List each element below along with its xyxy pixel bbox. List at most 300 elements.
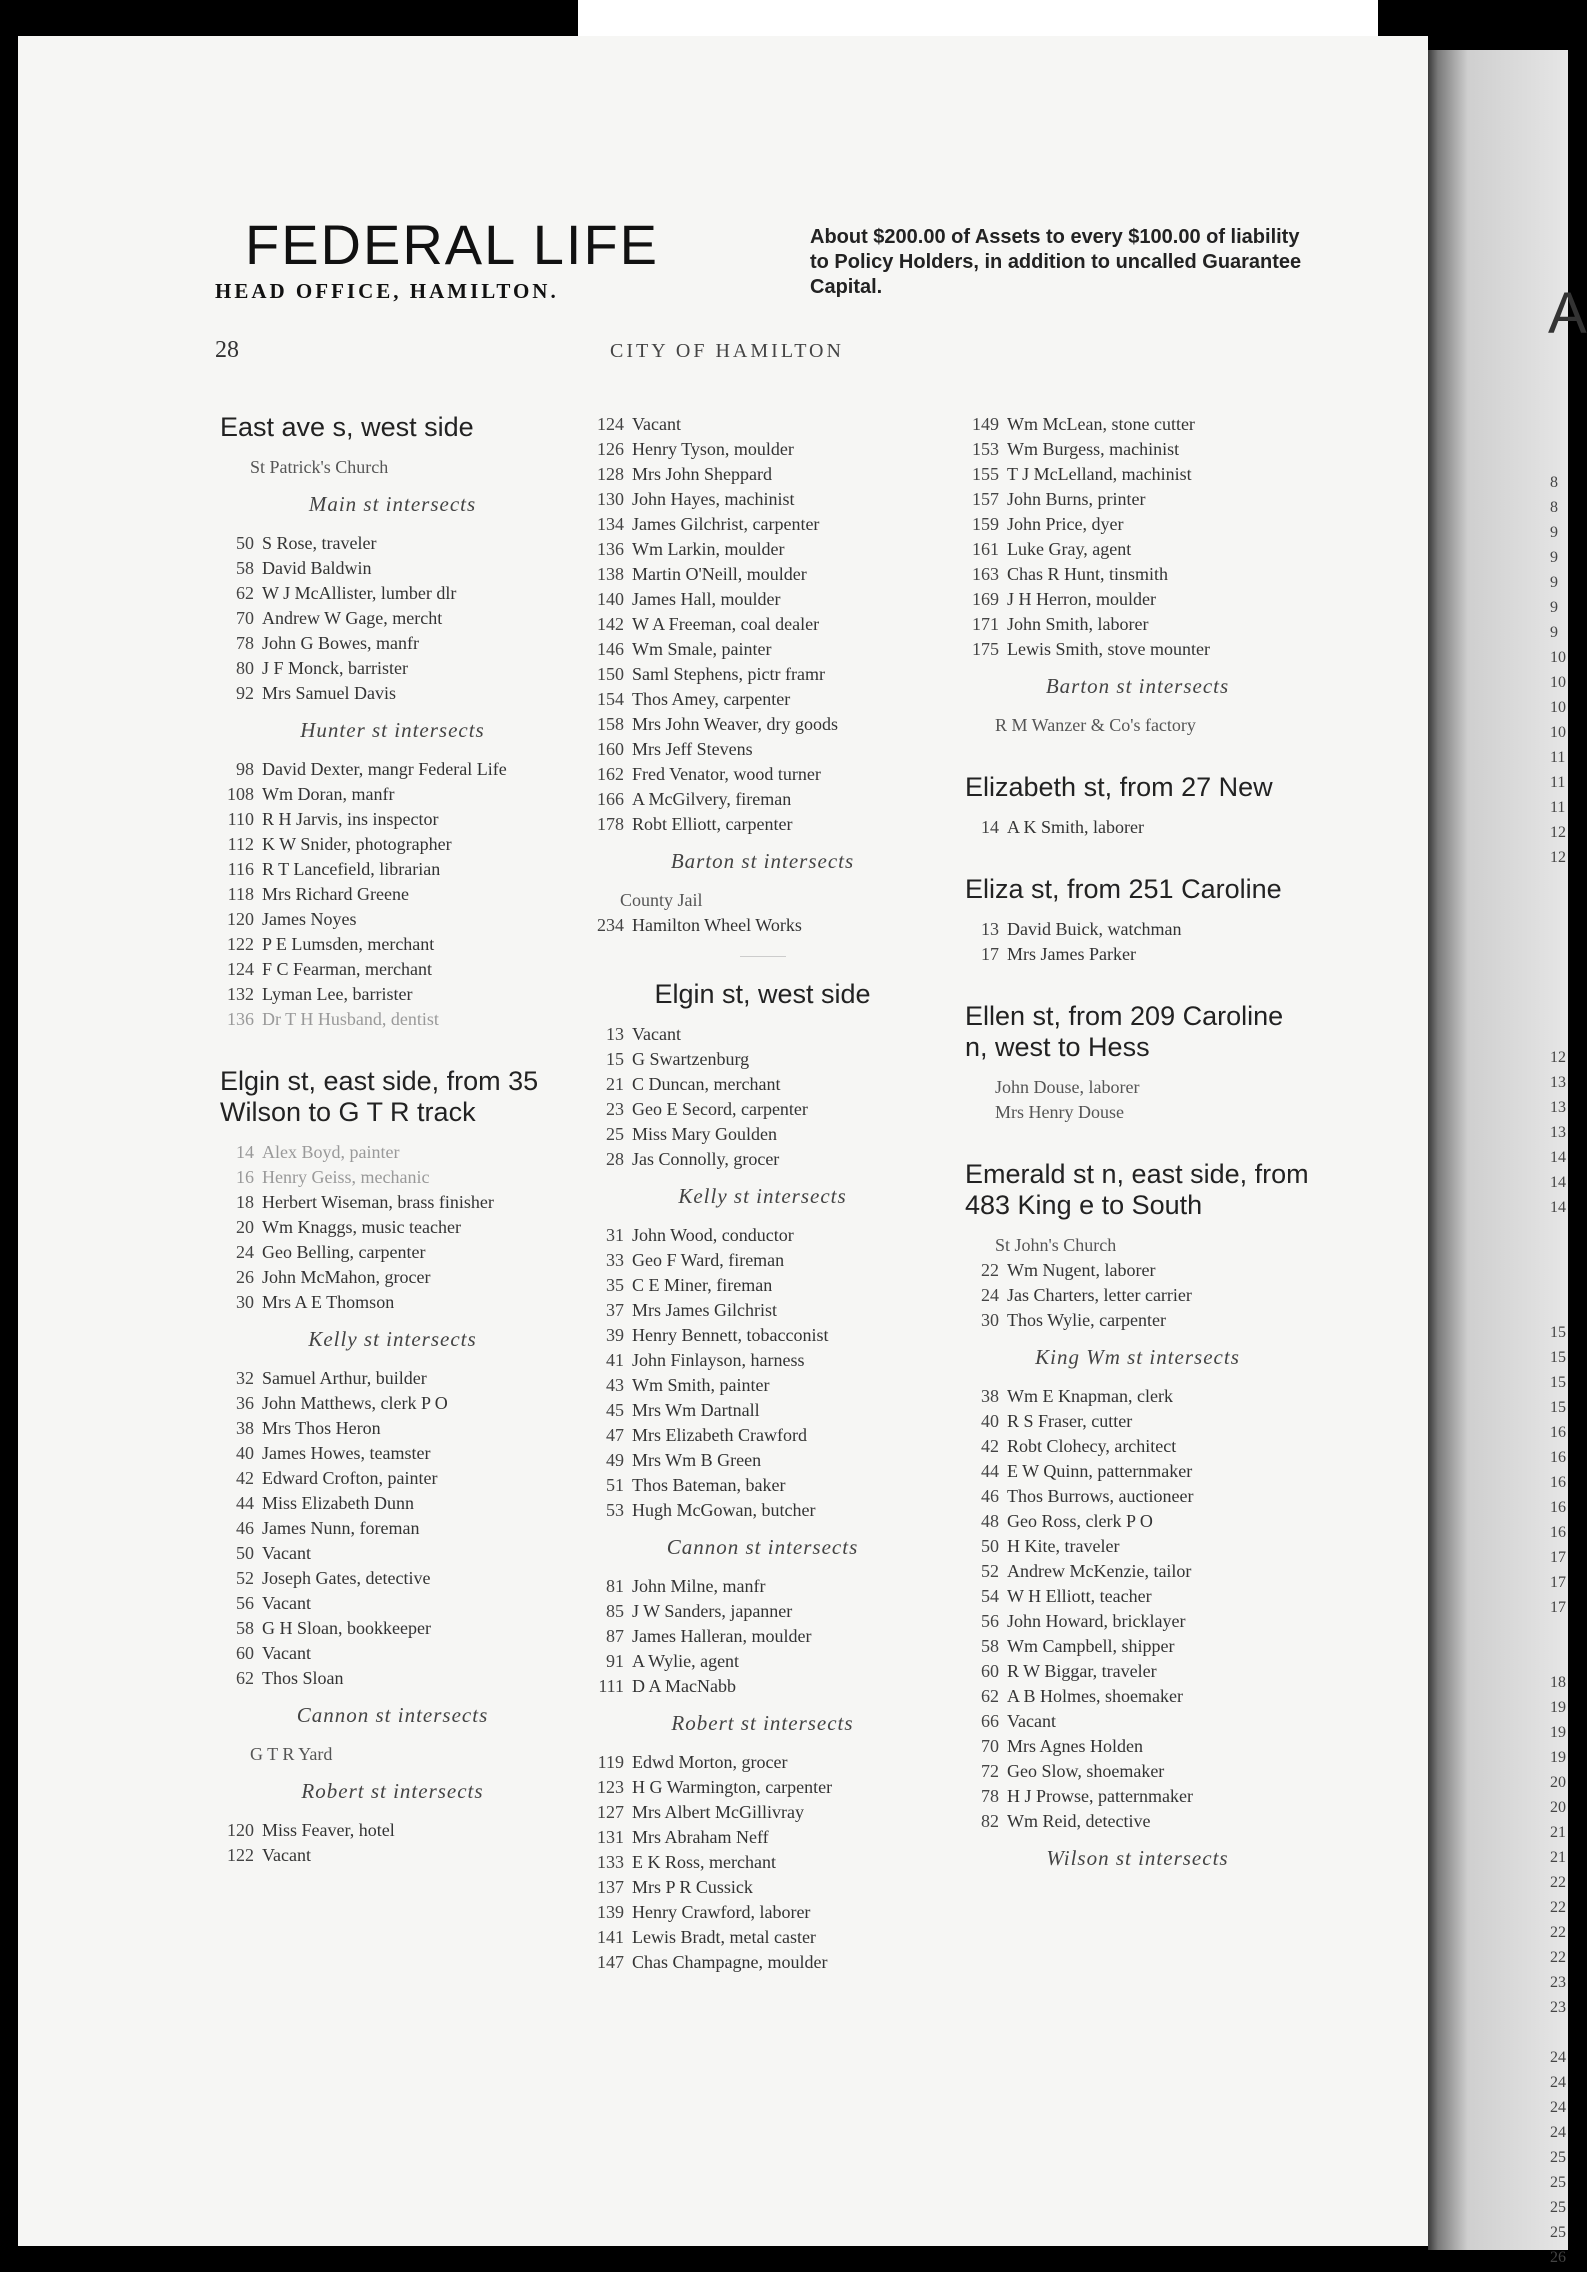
directory-entry bbox=[590, 612, 935, 637]
directory-entry bbox=[590, 1147, 935, 1172]
entry-list bbox=[590, 412, 935, 837]
directory-entry bbox=[590, 1072, 935, 1097]
house-number: 26 bbox=[236, 1267, 254, 1287]
house-number: 124 bbox=[227, 959, 254, 979]
resident-name: Chas Champagne, moulder bbox=[632, 1952, 828, 1972]
entry-list bbox=[220, 1140, 565, 1315]
facing-page-number: 13 bbox=[1550, 1124, 1566, 1141]
intersection-label: Kelly st intersects bbox=[678, 1184, 847, 1208]
resident-name: Andrew McKenzie, tailor bbox=[1007, 1561, 1192, 1581]
directory-entry bbox=[590, 1950, 935, 1975]
resident-name: Joseph Gates, detective bbox=[262, 1568, 431, 1588]
directory-entry bbox=[965, 587, 1310, 612]
resident-name: John Price, dyer bbox=[1007, 514, 1124, 534]
directory-entry bbox=[220, 1140, 565, 1165]
house-number: 171 bbox=[972, 614, 999, 634]
street-note: G T R Yard bbox=[250, 1744, 333, 1764]
resident-name: A B Holmes, shoemaker bbox=[1007, 1686, 1183, 1706]
facing-page-number: 9 bbox=[1550, 599, 1558, 616]
directory-entry bbox=[220, 1240, 565, 1265]
directory-entry bbox=[590, 1498, 935, 1523]
house-number: 24 bbox=[236, 1242, 254, 1262]
directory-entry bbox=[220, 857, 565, 882]
facing-page-number: 8 bbox=[1550, 474, 1558, 491]
house-number: 178 bbox=[597, 814, 624, 834]
house-number: 33 bbox=[606, 1250, 624, 1270]
facing-page-number bbox=[1550, 970, 1566, 995]
directory-entry bbox=[965, 815, 1310, 840]
resident-name: Geo E Secord, carpenter bbox=[632, 1099, 808, 1119]
directory-entry bbox=[590, 1373, 935, 1398]
house-number: 134 bbox=[597, 514, 624, 534]
resident-name: Henry Geiss, mechanic bbox=[262, 1167, 430, 1187]
directory-entry bbox=[220, 656, 565, 681]
resident-name: James Hall, moulder bbox=[632, 589, 781, 609]
running-head: CITY OF HAMILTON bbox=[610, 340, 844, 362]
house-number: 157 bbox=[972, 489, 999, 509]
directory-entry bbox=[220, 1215, 565, 1240]
directory-entry bbox=[590, 1248, 935, 1273]
house-number: 58 bbox=[236, 1618, 254, 1638]
resident-name: Mrs Elizabeth Crawford bbox=[632, 1425, 807, 1445]
facing-page-number: 10 bbox=[1550, 699, 1566, 716]
directory-entry bbox=[965, 1734, 1310, 1759]
scan-top-strip bbox=[578, 0, 1378, 36]
resident-name: Thos Wylie, carpenter bbox=[1007, 1310, 1167, 1330]
house-number: 234 bbox=[597, 915, 624, 935]
street-heading: Elizabeth st, from 27 New bbox=[965, 772, 1273, 802]
facing-page-number: 10 bbox=[1550, 649, 1566, 666]
directory-entry bbox=[965, 537, 1310, 562]
house-number: 136 bbox=[227, 1009, 254, 1029]
resident-name: Herbert Wiseman, brass finisher bbox=[262, 1192, 494, 1212]
entry-list bbox=[220, 1366, 565, 1691]
resident-name: Lyman Lee, barrister bbox=[262, 984, 413, 1004]
facing-page-number: 9 bbox=[1550, 574, 1558, 591]
resident-name: John G Bowes, manfr bbox=[262, 633, 419, 653]
house-number: 123 bbox=[597, 1777, 624, 1797]
resident-name: Hugh McGowan, butcher bbox=[632, 1500, 816, 1520]
directory-entry bbox=[220, 1818, 565, 1843]
resident-name: Mrs Wm Dartnall bbox=[632, 1400, 760, 1420]
entry-list bbox=[965, 917, 1310, 967]
directory-entry bbox=[220, 832, 565, 857]
street-note: County Jail bbox=[620, 890, 703, 910]
directory-entry bbox=[590, 1900, 935, 1925]
facing-page-number: 17 bbox=[1550, 1574, 1566, 1591]
resident-name: James Halleran, moulder bbox=[632, 1626, 812, 1646]
street-heading: Eliza st, from 251 Caroline bbox=[965, 874, 1282, 904]
resident-name: Edwd Morton, grocer bbox=[632, 1752, 788, 1772]
directory-entry bbox=[965, 1484, 1310, 1509]
directory-entry bbox=[220, 757, 565, 782]
directory-entry bbox=[965, 942, 1310, 967]
facing-page-number: 11 bbox=[1550, 774, 1566, 791]
facing-page-numbers bbox=[1550, 470, 1566, 2270]
resident-name: Jas Connolly, grocer bbox=[632, 1149, 780, 1169]
section-gap bbox=[965, 967, 1310, 1001]
street-note: John Douse, laborer bbox=[995, 1077, 1140, 1097]
intersection-label: Barton st intersects bbox=[1045, 674, 1230, 698]
facing-page-letter: A bbox=[1548, 281, 1587, 346]
directory-entry bbox=[220, 1265, 565, 1290]
facing-page-number: 11 bbox=[1550, 749, 1566, 766]
resident-name: Vacant bbox=[632, 1024, 681, 1044]
directory-entry bbox=[965, 1784, 1310, 1809]
resident-name: Vacant bbox=[632, 414, 681, 434]
facing-page-number: 10 bbox=[1550, 674, 1566, 691]
directory-entry bbox=[220, 1641, 565, 1666]
facing-page-number: 18 bbox=[1550, 1674, 1566, 1691]
directory-entry bbox=[220, 1366, 565, 1391]
house-number: 92 bbox=[236, 683, 254, 703]
house-number: 18 bbox=[236, 1192, 254, 1212]
resident-name: John Howard, bricklayer bbox=[1007, 1611, 1186, 1631]
house-number: 153 bbox=[972, 439, 999, 459]
resident-name: Vacant bbox=[262, 1845, 311, 1865]
house-number: 140 bbox=[597, 589, 624, 609]
house-number: 155 bbox=[972, 464, 999, 484]
directory-entry bbox=[965, 1709, 1310, 1734]
resident-name: W A Freeman, coal dealer bbox=[632, 614, 820, 634]
directory-entry bbox=[590, 1850, 935, 1875]
facing-page-number: 10 bbox=[1550, 724, 1566, 741]
facing-page-number bbox=[1550, 1270, 1566, 1295]
facing-page-number: 16 bbox=[1550, 1449, 1566, 1466]
resident-name: Geo F Ward, fireman bbox=[632, 1250, 785, 1270]
house-number: 40 bbox=[236, 1443, 254, 1463]
house-number: 13 bbox=[606, 1024, 624, 1044]
facing-page-number bbox=[1550, 1645, 1566, 1670]
column-2 bbox=[590, 412, 935, 1975]
directory-entry bbox=[590, 662, 935, 687]
house-number: 14 bbox=[236, 1142, 254, 1162]
advert-title: FEDERAL LIFE bbox=[245, 213, 660, 276]
house-number: 56 bbox=[981, 1611, 999, 1631]
house-number: 141 bbox=[597, 1927, 624, 1947]
resident-name: Thos Sloan bbox=[262, 1668, 344, 1688]
directory-entry bbox=[220, 1416, 565, 1441]
house-number: 56 bbox=[236, 1593, 254, 1613]
facing-page-number bbox=[1550, 1245, 1566, 1270]
intersection-label: Main st intersects bbox=[308, 492, 477, 516]
resident-name: Andrew W Gage, mercht bbox=[262, 608, 443, 628]
intersection-label: Robert st intersects bbox=[301, 1779, 484, 1803]
house-number: 119 bbox=[597, 1752, 624, 1772]
house-number: 38 bbox=[981, 1386, 999, 1406]
directory-entry bbox=[590, 687, 935, 712]
resident-name: Chas R Hunt, tinsmith bbox=[1007, 564, 1169, 584]
house-number: 149 bbox=[972, 414, 999, 434]
house-number: 132 bbox=[227, 984, 254, 1004]
directory-entry bbox=[965, 1308, 1310, 1333]
resident-name: John McMahon, grocer bbox=[262, 1267, 431, 1287]
house-number: 120 bbox=[227, 909, 254, 929]
house-number: 112 bbox=[227, 834, 254, 854]
resident-name: K W Snider, photographer bbox=[262, 834, 452, 854]
directory-entry bbox=[590, 1674, 935, 1699]
facing-page-number bbox=[1550, 995, 1566, 1020]
facing-page-number: 21 bbox=[1550, 1824, 1566, 1841]
resident-name: Vacant bbox=[262, 1643, 311, 1663]
resident-name: Geo Slow, shoemaker bbox=[1007, 1761, 1165, 1781]
facing-page-number: 12 bbox=[1550, 824, 1566, 841]
house-number: 39 bbox=[606, 1325, 624, 1345]
directory-entry bbox=[965, 1384, 1310, 1409]
house-number: 50 bbox=[236, 533, 254, 553]
directory-entry bbox=[220, 1591, 565, 1616]
house-number: 87 bbox=[606, 1626, 624, 1646]
resident-name: Samuel Arthur, builder bbox=[262, 1368, 427, 1388]
house-number: 32 bbox=[236, 1368, 254, 1388]
resident-name: Henry Tyson, moulder bbox=[632, 439, 794, 459]
resident-name: Hamilton Wheel Works bbox=[632, 915, 802, 935]
facing-page-number: 24 bbox=[1550, 2074, 1566, 2091]
facing-page-number: 23 bbox=[1550, 1999, 1566, 2016]
directory-entry bbox=[965, 437, 1310, 462]
resident-name: R S Fraser, cutter bbox=[1007, 1411, 1133, 1431]
directory-entry bbox=[220, 606, 565, 631]
house-number: 108 bbox=[227, 784, 254, 804]
house-number: 41 bbox=[606, 1350, 624, 1370]
house-number: 161 bbox=[972, 539, 999, 559]
facing-page-number: 15 bbox=[1550, 1374, 1566, 1391]
facing-page-number: 25 bbox=[1550, 2199, 1566, 2216]
resident-name: James Gilchrist, carpenter bbox=[632, 514, 820, 534]
directory-entry bbox=[590, 762, 935, 787]
house-number: 52 bbox=[981, 1561, 999, 1581]
resident-name: Mrs James Parker bbox=[1007, 944, 1136, 964]
entry-list bbox=[965, 1384, 1310, 1834]
resident-name: John Smith, laborer bbox=[1007, 614, 1149, 634]
section-gap bbox=[965, 840, 1310, 874]
facing-page-number: 22 bbox=[1550, 1949, 1566, 1966]
house-number: 51 bbox=[606, 1475, 624, 1495]
facing-page-number: 17 bbox=[1550, 1549, 1566, 1566]
house-number: 31 bbox=[606, 1225, 624, 1245]
intersection-label: Wilson st intersects bbox=[1046, 1846, 1229, 1870]
facing-page-number: 20 bbox=[1550, 1774, 1566, 1791]
street-note: St John's Church bbox=[995, 1235, 1117, 1255]
directory-entry bbox=[590, 1825, 935, 1850]
entry-list bbox=[590, 913, 935, 938]
resident-name: Dr T H Husband, dentist bbox=[262, 1009, 439, 1029]
directory-entry bbox=[220, 782, 565, 807]
intersection-label: Kelly st intersects bbox=[308, 1327, 477, 1351]
directory-entry bbox=[220, 957, 565, 982]
directory-entry bbox=[590, 1047, 935, 1072]
facing-page-number: 19 bbox=[1550, 1749, 1566, 1766]
house-number: 38 bbox=[236, 1418, 254, 1438]
resident-name: John Wood, conductor bbox=[632, 1225, 794, 1245]
resident-name: Wm Doran, manfr bbox=[262, 784, 395, 804]
house-number: 21 bbox=[606, 1074, 624, 1094]
directory-entry bbox=[220, 1190, 565, 1215]
intersection-label: King Wm st intersects bbox=[1035, 1345, 1240, 1369]
facing-page-number: 24 bbox=[1550, 2124, 1566, 2141]
house-number: 80 bbox=[236, 658, 254, 678]
directory-entry bbox=[590, 787, 935, 812]
facing-page-number: 11 bbox=[1550, 799, 1566, 816]
resident-name: Mrs Albert McGillivray bbox=[632, 1802, 804, 1822]
directory-entry bbox=[220, 807, 565, 832]
house-number: 136 bbox=[597, 539, 624, 559]
directory-entry bbox=[220, 581, 565, 606]
directory-entry bbox=[965, 1559, 1310, 1584]
column-1 bbox=[220, 412, 565, 1868]
intersection-label: Robert st intersects bbox=[671, 1711, 854, 1735]
facing-page-number: 16 bbox=[1550, 1524, 1566, 1541]
directory-entry bbox=[965, 612, 1310, 637]
house-number: 62 bbox=[236, 1668, 254, 1688]
resident-name: G H Sloan, bookkeeper bbox=[262, 1618, 431, 1638]
house-number: 130 bbox=[597, 489, 624, 509]
house-number: 48 bbox=[981, 1511, 999, 1531]
resident-name: Wm McLean, stone cutter bbox=[1007, 414, 1195, 434]
resident-name: Luke Gray, agent bbox=[1007, 539, 1132, 559]
directory-entry bbox=[220, 882, 565, 907]
resident-name: Mrs A E Thomson bbox=[262, 1292, 395, 1312]
directory-entry bbox=[590, 1348, 935, 1373]
resident-name: John Matthews, clerk P O bbox=[262, 1393, 448, 1413]
house-number: 43 bbox=[606, 1375, 624, 1395]
resident-name: T J McLelland, machinist bbox=[1007, 464, 1192, 484]
directory-entry bbox=[590, 537, 935, 562]
house-number: 44 bbox=[981, 1461, 999, 1481]
resident-name: Vacant bbox=[262, 1593, 311, 1613]
resident-name: Wm Smith, painter bbox=[632, 1375, 770, 1395]
resident-name: C E Miner, fireman bbox=[632, 1275, 773, 1295]
resident-name: W J McAllister, lumber dlr bbox=[262, 583, 457, 603]
directory-entry bbox=[590, 737, 935, 762]
street-heading: Emerald st n, east side, from 483 King e to South bbox=[965, 1159, 1309, 1220]
house-number: 131 bbox=[597, 1827, 624, 1847]
house-number: 82 bbox=[981, 1811, 999, 1831]
facing-page-number: 15 bbox=[1550, 1399, 1566, 1416]
house-number: 40 bbox=[981, 1411, 999, 1431]
resident-name: Henry Crawford, laborer bbox=[632, 1902, 811, 1922]
house-number: 50 bbox=[981, 1536, 999, 1556]
directory-entry bbox=[590, 587, 935, 612]
resident-name: J F Monck, barrister bbox=[262, 658, 408, 678]
directory-entry bbox=[965, 1634, 1310, 1659]
section-gap bbox=[965, 1125, 1310, 1159]
directory-entry bbox=[220, 681, 565, 706]
directory-entry bbox=[590, 1599, 935, 1624]
section-divider bbox=[740, 956, 786, 957]
house-number: 111 bbox=[598, 1676, 624, 1696]
house-number: 81 bbox=[606, 1576, 624, 1596]
directory-entry bbox=[590, 1323, 935, 1348]
resident-name: Lewis Smith, stove mounter bbox=[1007, 639, 1210, 659]
resident-name: Jas Charters, letter carrier bbox=[1007, 1285, 1192, 1305]
directory-entry bbox=[965, 1584, 1310, 1609]
facing-page-number: 22 bbox=[1550, 1924, 1566, 1941]
resident-name: David Baldwin bbox=[262, 558, 372, 578]
resident-name: Robt Clohecy, architect bbox=[1007, 1436, 1177, 1456]
entry-list bbox=[590, 1574, 935, 1699]
house-number: 116 bbox=[227, 859, 254, 879]
facing-page-number: 14 bbox=[1550, 1174, 1566, 1191]
house-number: 154 bbox=[597, 689, 624, 709]
resident-name: H Kite, traveler bbox=[1007, 1536, 1120, 1556]
directory-entry bbox=[590, 1925, 935, 1950]
directory-entry bbox=[965, 1534, 1310, 1559]
resident-name: Saml Stephens, pictr framr bbox=[632, 664, 825, 684]
house-number: 98 bbox=[236, 759, 254, 779]
house-number: 142 bbox=[597, 614, 624, 634]
house-number: 20 bbox=[236, 1217, 254, 1237]
advert-text: About $200.00 of Assets to every $100.00 of liability to Policy Holders, in addition to uncalled Guarantee Capital. bbox=[810, 226, 1302, 298]
house-number: 163 bbox=[972, 564, 999, 584]
resident-name: Thos Bateman, baker bbox=[632, 1475, 786, 1495]
resident-name: James Howes, teamster bbox=[262, 1443, 431, 1463]
facing-page-number: 16 bbox=[1550, 1474, 1566, 1491]
entry-list bbox=[220, 757, 565, 1032]
resident-name: Wm Smale, painter bbox=[632, 639, 772, 659]
resident-name: A McGilvery, fireman bbox=[632, 789, 792, 809]
column-3 bbox=[965, 412, 1310, 1885]
resident-name: Alex Boyd, painter bbox=[262, 1142, 400, 1162]
resident-name: Henry Bennett, tobacconist bbox=[632, 1325, 829, 1345]
facing-page-number: 15 bbox=[1550, 1349, 1566, 1366]
house-number: 44 bbox=[236, 1493, 254, 1513]
house-number: 30 bbox=[981, 1310, 999, 1330]
house-number: 78 bbox=[236, 633, 254, 653]
house-number: 15 bbox=[606, 1049, 624, 1069]
house-number: 25 bbox=[606, 1124, 624, 1144]
resident-name: Mrs John Sheppard bbox=[632, 464, 772, 484]
entry-list bbox=[590, 1022, 935, 1172]
resident-name: Wm Knaggs, music teacher bbox=[262, 1217, 461, 1237]
resident-name: Miss Feaver, hotel bbox=[262, 1820, 395, 1840]
facing-page-number bbox=[1550, 945, 1566, 970]
facing-page-number: 16 bbox=[1550, 1499, 1566, 1516]
house-number: 52 bbox=[236, 1568, 254, 1588]
resident-name: Fred Venator, wood turner bbox=[632, 764, 821, 784]
directory-entry bbox=[965, 1609, 1310, 1634]
resident-name: Wm Campbell, shipper bbox=[1007, 1636, 1175, 1656]
house-number: 160 bbox=[597, 739, 624, 759]
resident-name: Mrs John Weaver, dry goods bbox=[632, 714, 838, 734]
house-number: 22 bbox=[981, 1260, 999, 1280]
house-number: 62 bbox=[981, 1686, 999, 1706]
directory-entry bbox=[590, 1624, 935, 1649]
house-number: 122 bbox=[227, 1845, 254, 1865]
facing-page-number: 24 bbox=[1550, 2049, 1566, 2066]
facing-page-number bbox=[1550, 895, 1566, 920]
directory-entry bbox=[220, 932, 565, 957]
directory-entry bbox=[590, 487, 935, 512]
house-number: 124 bbox=[597, 414, 624, 434]
facing-page-number: 26 bbox=[1550, 2249, 1566, 2266]
facing-page-number: 12 bbox=[1550, 1049, 1566, 1066]
resident-name: Wm Reid, detective bbox=[1007, 1811, 1151, 1831]
directory-entry bbox=[965, 1809, 1310, 1834]
facing-page-number: 25 bbox=[1550, 2224, 1566, 2241]
directory-entry bbox=[965, 1659, 1310, 1684]
resident-name: Wm E Knapman, clerk bbox=[1007, 1386, 1173, 1406]
directory-entry bbox=[590, 412, 935, 437]
directory-entry bbox=[965, 487, 1310, 512]
house-number: 120 bbox=[227, 1820, 254, 1840]
directory-entry bbox=[220, 556, 565, 581]
resident-name: Geo Ross, clerk P O bbox=[1007, 1511, 1153, 1531]
directory-entry bbox=[965, 562, 1310, 587]
facing-page-edge bbox=[1428, 50, 1587, 2266]
intersection-label: Hunter st intersects bbox=[300, 718, 485, 742]
resident-name: E W Quinn, patternmaker bbox=[1007, 1461, 1193, 1481]
